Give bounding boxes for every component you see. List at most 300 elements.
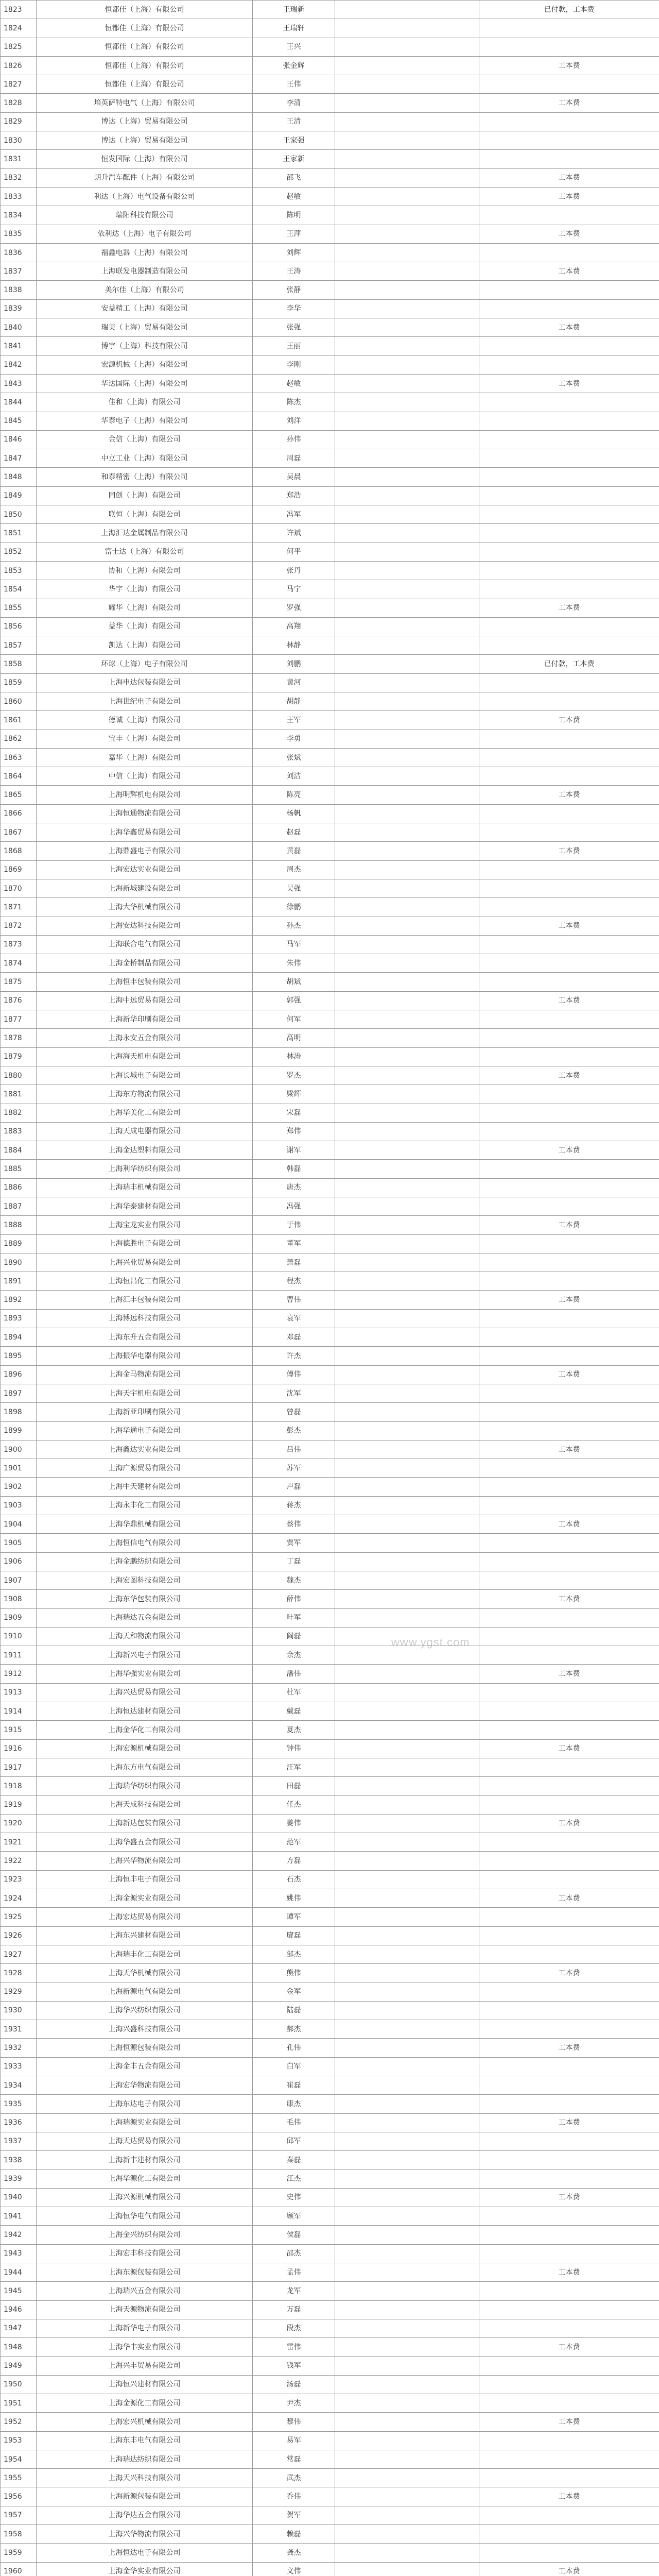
contact-name: 赵磊 — [253, 823, 335, 842]
company-name: 博达（上海）贸易有限公司 — [37, 112, 253, 131]
blank-cell — [335, 505, 479, 524]
blank-cell — [335, 2525, 479, 2544]
contact-name: 秦磊 — [253, 2151, 335, 2170]
remark-cell — [479, 1160, 659, 1178]
company-name: 协和（上海）有限公司 — [37, 561, 253, 580]
remark-cell — [479, 692, 659, 710]
remark-cell — [479, 468, 659, 486]
remark-cell — [479, 2431, 659, 2450]
remark-cell — [479, 860, 659, 879]
table-row — [1, 1066, 659, 1084]
contact-name: 戴磊 — [253, 1702, 335, 1721]
blank-cell — [335, 860, 479, 879]
remark-cell — [479, 2357, 659, 2375]
table-row — [1, 2413, 659, 2431]
table-row — [1, 75, 659, 94]
table-row — [1, 730, 659, 748]
table-row — [1, 2300, 659, 2319]
table-row — [1, 150, 659, 168]
contact-name: 谭军 — [253, 1908, 335, 1926]
table-row — [1, 748, 659, 767]
row-number: 1957 — [1, 2506, 37, 2524]
company-name: 恒都佳（上海）有限公司 — [37, 1, 253, 19]
company-name: 上海华鑫贸易有限公司 — [37, 823, 253, 842]
blank-cell — [335, 19, 479, 38]
table-row — [1, 2188, 659, 2207]
blank-cell — [335, 1814, 479, 1833]
contact-name: 孔伟 — [253, 2039, 335, 2057]
remark-cell — [479, 2226, 659, 2244]
remark-cell — [479, 2544, 659, 2562]
blank-cell — [335, 1852, 479, 1870]
blank-cell — [335, 1122, 479, 1141]
row-number: 1856 — [1, 617, 37, 636]
contact-name: 金军 — [253, 1982, 335, 2001]
table-row — [1, 1272, 659, 1291]
table-row — [1, 1908, 659, 1926]
company-name: 上海东华包装有限公司 — [37, 1590, 253, 1608]
blank-cell — [335, 2506, 479, 2524]
contact-name: 康杰 — [253, 2095, 335, 2113]
company-name: 上海宏华物流有限公司 — [37, 2076, 253, 2094]
company-name: 上海德胜电子有限公司 — [37, 1234, 253, 1253]
remark-cell: 工本费 — [479, 1515, 659, 1534]
blank-cell — [335, 1253, 479, 1272]
company-name: 上海金桥制品有限公司 — [37, 954, 253, 973]
table-row — [1, 2562, 659, 2576]
table-row — [1, 1029, 659, 1047]
company-name: 上海天和物流有限公司 — [37, 1627, 253, 1646]
contact-name: 罗杰 — [253, 1066, 335, 1084]
blank-cell — [335, 412, 479, 430]
blank-cell — [335, 804, 479, 823]
blank-cell — [335, 2450, 479, 2468]
row-number: 1949 — [1, 2357, 37, 2375]
company-name: 上海东升五金有限公司 — [37, 1328, 253, 1347]
remark-cell — [479, 1047, 659, 1066]
row-number: 1851 — [1, 524, 37, 543]
contact-name: 王家强 — [253, 131, 335, 150]
blank-cell — [335, 1982, 479, 2001]
table-row — [1, 318, 659, 337]
contact-name: 易军 — [253, 2431, 335, 2450]
company-name: 上海汇达金属制品有限公司 — [37, 524, 253, 543]
contact-name: 彭杰 — [253, 1421, 335, 1440]
table-row — [1, 2057, 659, 2076]
blank-cell — [335, 2001, 479, 2020]
company-name: 上海华强实业有限公司 — [37, 1665, 253, 1683]
table-row — [1, 2431, 659, 2450]
table-row — [1, 1160, 659, 1178]
contact-name: 刘辉 — [253, 243, 335, 262]
contact-name: 方磊 — [253, 1852, 335, 1870]
company-name: 上海大华机械有限公司 — [37, 898, 253, 917]
company-name: 上海华丰实业有限公司 — [37, 2338, 253, 2357]
contact-name: 林静 — [253, 636, 335, 655]
row-number: 1850 — [1, 505, 37, 524]
remark-cell — [479, 2151, 659, 2170]
row-number: 1929 — [1, 1982, 37, 2001]
table-row — [1, 2226, 659, 2244]
company-name: 福鑫电器（上海）有限公司 — [37, 243, 253, 262]
contact-name: 孟伟 — [253, 2263, 335, 2281]
contact-name: 崔磊 — [253, 2076, 335, 2094]
contact-name: 黄磊 — [253, 842, 335, 860]
company-name: 上海兴华物流有限公司 — [37, 2525, 253, 2544]
remark-cell: 工本费 — [479, 599, 659, 617]
company-name: 上海瑞达纺织有限公司 — [37, 2450, 253, 2468]
blank-cell — [335, 38, 479, 56]
remark-cell — [479, 1683, 659, 1702]
row-number: 1860 — [1, 692, 37, 710]
row-number: 1859 — [1, 673, 37, 692]
company-name: 上海宏达实业有限公司 — [37, 860, 253, 879]
blank-cell — [335, 1870, 479, 1889]
row-number: 1942 — [1, 2226, 37, 2244]
table-row — [1, 1010, 659, 1029]
remark-cell — [479, 2057, 659, 2076]
row-number: 1939 — [1, 2170, 37, 2188]
remark-cell — [479, 281, 659, 299]
contact-name: 邵杰 — [253, 2244, 335, 2263]
blank-cell — [335, 1085, 479, 1104]
table-row — [1, 206, 659, 225]
blank-cell — [335, 2263, 479, 2281]
table-row — [1, 1047, 659, 1066]
blank-cell — [335, 1440, 479, 1459]
row-number: 1878 — [1, 1029, 37, 1047]
row-number: 1954 — [1, 2450, 37, 2468]
table-row — [1, 898, 659, 917]
remark-cell — [479, 299, 659, 318]
contact-name: 赵敏 — [253, 374, 335, 393]
company-name: 上海东方物流有限公司 — [37, 1085, 253, 1104]
company-name: 宏源机械（上海）有限公司 — [37, 355, 253, 374]
table-row — [1, 2113, 659, 2132]
contact-name: 高翔 — [253, 617, 335, 636]
table-row — [1, 1384, 659, 1402]
contact-name: 张丹 — [253, 561, 335, 580]
company-name: 朗升汽车配件（上海）有限公司 — [37, 168, 253, 187]
company-name: 上海华源化工有限公司 — [37, 2170, 253, 2188]
table-row — [1, 449, 659, 468]
company-name: 利达（上海）电气设备有限公司 — [37, 187, 253, 206]
table-row — [1, 786, 659, 804]
contact-name: 王军 — [253, 711, 335, 730]
row-number: 1882 — [1, 1104, 37, 1122]
blank-cell — [335, 1403, 479, 1421]
blank-cell — [335, 1964, 479, 1982]
company-name: 恒都佳（上海）有限公司 — [37, 19, 253, 38]
remark-cell — [479, 1384, 659, 1402]
table-row — [1, 973, 659, 991]
blank-cell — [335, 1309, 479, 1328]
row-number: 1830 — [1, 131, 37, 150]
blank-cell — [335, 1384, 479, 1402]
contact-name: 侯磊 — [253, 2226, 335, 2244]
blank-cell — [335, 2226, 479, 2244]
contact-name: 马军 — [253, 935, 335, 954]
remark-cell — [479, 823, 659, 842]
blank-cell — [335, 299, 479, 318]
table-row — [1, 355, 659, 374]
row-number: 1825 — [1, 38, 37, 56]
contact-name: 胡斌 — [253, 973, 335, 991]
company-name: 上海天成电器有限公司 — [37, 1122, 253, 1141]
company-name: 上海宏图科技有限公司 — [37, 1571, 253, 1589]
remark-cell — [479, 2469, 659, 2487]
contact-name: 王兴 — [253, 38, 335, 56]
table-row — [1, 1852, 659, 1870]
company-name: 上海新达包装有限公司 — [37, 1814, 253, 1833]
remark-cell: 工本费 — [479, 917, 659, 935]
contact-name: 刘鹏 — [253, 655, 335, 673]
row-number: 1873 — [1, 935, 37, 954]
contact-name: 林涛 — [253, 1047, 335, 1066]
row-number: 1845 — [1, 412, 37, 430]
table-row — [1, 1440, 659, 1459]
row-number: 1925 — [1, 1908, 37, 1926]
row-number: 1840 — [1, 318, 37, 337]
remark-cell — [479, 1104, 659, 1122]
row-number: 1959 — [1, 2544, 37, 2562]
row-number: 1869 — [1, 860, 37, 879]
row-number: 1946 — [1, 2300, 37, 2319]
table-row — [1, 1478, 659, 1496]
company-name: 上海新城建设有限公司 — [37, 879, 253, 897]
blank-cell — [335, 56, 479, 75]
contact-name: 高明 — [253, 1029, 335, 1047]
row-number: 1852 — [1, 543, 37, 561]
blank-cell — [335, 2562, 479, 2576]
row-number: 1866 — [1, 804, 37, 823]
contact-name: 朱伟 — [253, 954, 335, 973]
remark-cell: 工本费 — [479, 168, 659, 187]
contact-name: 段杰 — [253, 2319, 335, 2337]
contact-name: 任杰 — [253, 1795, 335, 1814]
company-name: 上海兴华物流有限公司 — [37, 1852, 253, 1870]
contact-name: 田磊 — [253, 1777, 335, 1795]
blank-cell — [335, 842, 479, 860]
row-number: 1936 — [1, 2113, 37, 2132]
table-row — [1, 991, 659, 1010]
row-number: 1877 — [1, 1010, 37, 1029]
table-row — [1, 580, 659, 599]
contact-name: 姚伟 — [253, 1889, 335, 1907]
remark-cell — [479, 1459, 659, 1478]
table-row — [1, 56, 659, 75]
row-number: 1839 — [1, 299, 37, 318]
row-number: 1861 — [1, 711, 37, 730]
remark-cell — [479, 150, 659, 168]
contact-name: 王伟 — [253, 75, 335, 94]
table-row — [1, 1291, 659, 1309]
table-row — [1, 2076, 659, 2094]
blank-cell — [335, 206, 479, 225]
table-row — [1, 1309, 659, 1328]
contact-name: 龙军 — [253, 2282, 335, 2300]
table-row — [1, 879, 659, 897]
row-number: 1938 — [1, 2151, 37, 2170]
contact-name: 王萍 — [253, 225, 335, 243]
contact-name: 黄河 — [253, 673, 335, 692]
company-name: 上海宏丰科技有限公司 — [37, 2244, 253, 2263]
remark-cell — [479, 1552, 659, 1571]
company-name: 安益精工（上海）有限公司 — [37, 299, 253, 318]
row-number: 1923 — [1, 1870, 37, 1889]
remark-cell: 工本费 — [479, 2487, 659, 2506]
blank-cell — [335, 1795, 479, 1814]
contact-name: 钱军 — [253, 2357, 335, 2375]
row-number: 1893 — [1, 1309, 37, 1328]
blank-cell — [335, 150, 479, 168]
row-number: 1950 — [1, 2375, 37, 2394]
row-number: 1930 — [1, 2001, 37, 2020]
row-number: 1834 — [1, 206, 37, 225]
row-number: 1846 — [1, 430, 37, 449]
blank-cell — [335, 112, 479, 131]
row-number: 1933 — [1, 2057, 37, 2076]
remark-cell — [479, 1478, 659, 1496]
blank-cell — [335, 1066, 479, 1084]
company-name: 上海海天机电有限公司 — [37, 1047, 253, 1066]
company-name: 上海中天建材有限公司 — [37, 1478, 253, 1496]
row-number: 1926 — [1, 1926, 37, 1945]
row-number: 1828 — [1, 94, 37, 112]
company-name: 上海兴丰贸易有限公司 — [37, 2357, 253, 2375]
row-number: 1906 — [1, 1552, 37, 1571]
row-number: 1890 — [1, 1253, 37, 1272]
remark-cell — [479, 486, 659, 505]
contact-name: 姜伟 — [253, 1814, 335, 1833]
company-name: 上海鼎盛电子有限公司 — [37, 842, 253, 860]
remark-cell — [479, 2244, 659, 2263]
contact-name: 乔伟 — [253, 2487, 335, 2506]
contact-name: 郝杰 — [253, 2020, 335, 2039]
company-name: 上海长城电子有限公司 — [37, 1066, 253, 1084]
row-number: 1908 — [1, 1590, 37, 1608]
table-row — [1, 1926, 659, 1945]
table-row — [1, 1421, 659, 1440]
company-name: 上海金达塑料有限公司 — [37, 1141, 253, 1160]
row-number: 1948 — [1, 2338, 37, 2357]
table-row — [1, 2170, 659, 2188]
table-row — [1, 1141, 659, 1160]
remark-cell: 工本费 — [479, 1141, 659, 1160]
row-number: 1865 — [1, 786, 37, 804]
table-row — [1, 804, 659, 823]
remark-cell — [479, 75, 659, 94]
company-name: 上海恒丰电子有限公司 — [37, 1870, 253, 1889]
company-name: 上海恒兴建材有限公司 — [37, 2375, 253, 2394]
company-name: 瑞阳科技有限公司 — [37, 206, 253, 225]
blank-cell — [335, 1216, 479, 1234]
remark-cell: 工本费 — [479, 1440, 659, 1459]
remark-cell: 工本费 — [479, 2039, 659, 2057]
table-row — [1, 1085, 659, 1104]
company-name: 中立工业（上海）有限公司 — [37, 449, 253, 468]
contact-name: 马宁 — [253, 580, 335, 599]
remark-cell — [479, 1421, 659, 1440]
remark-cell: 工本费 — [479, 187, 659, 206]
company-name: 上海瑞达五金有限公司 — [37, 1608, 253, 1627]
remark-cell — [479, 2394, 659, 2413]
company-name: 上海天宇机电有限公司 — [37, 1384, 253, 1402]
remark-cell — [479, 1253, 659, 1272]
table-row — [1, 1646, 659, 1665]
table-row — [1, 1795, 659, 1814]
remark-cell: 工本费 — [479, 1365, 659, 1384]
blank-cell — [335, 561, 479, 580]
company-name: 上海金源化工有限公司 — [37, 2394, 253, 2413]
row-number: 1824 — [1, 19, 37, 38]
blank-cell — [335, 580, 479, 599]
table-row — [1, 225, 659, 243]
row-number: 1924 — [1, 1889, 37, 1907]
blank-cell — [335, 730, 479, 748]
table-row — [1, 935, 659, 954]
row-number: 1943 — [1, 2244, 37, 2263]
company-name: 上海金马物流有限公司 — [37, 1365, 253, 1384]
remark-cell — [479, 1571, 659, 1589]
row-number: 1841 — [1, 337, 37, 355]
contact-name: 常磊 — [253, 2450, 335, 2468]
row-number: 1921 — [1, 1833, 37, 1852]
table-row — [1, 617, 659, 636]
row-number: 1853 — [1, 561, 37, 580]
company-name: 凯达（上海）有限公司 — [37, 636, 253, 655]
contact-name: 许斌 — [253, 524, 335, 543]
contact-name: 汪军 — [253, 1758, 335, 1776]
row-number: 1836 — [1, 243, 37, 262]
table-row — [1, 1870, 659, 1889]
remark-cell — [479, 2095, 659, 2113]
blank-cell — [335, 767, 479, 786]
contact-name: 钟伟 — [253, 1739, 335, 1758]
blank-cell — [335, 655, 479, 673]
remark-cell — [479, 673, 659, 692]
row-number: 1881 — [1, 1085, 37, 1104]
blank-cell — [335, 1197, 479, 1216]
contact-name: 罗强 — [253, 599, 335, 617]
company-name: 恒都佳（上海）有限公司 — [37, 38, 253, 56]
contact-name: 刘洋 — [253, 412, 335, 430]
blank-cell — [335, 2544, 479, 2562]
company-name: 上海东兴建材有限公司 — [37, 1926, 253, 1945]
row-number: 1922 — [1, 1852, 37, 1870]
table-row — [1, 1571, 659, 1589]
contact-name: 武杰 — [253, 2469, 335, 2487]
row-number: 1944 — [1, 2263, 37, 2281]
blank-cell — [335, 281, 479, 299]
blank-cell — [335, 1459, 479, 1478]
remark-cell: 工本费 — [479, 991, 659, 1010]
remark-cell: 工本费 — [479, 1739, 659, 1758]
blank-cell — [335, 2039, 479, 2057]
row-number: 1901 — [1, 1459, 37, 1478]
row-number: 1911 — [1, 1646, 37, 1665]
blank-cell — [335, 1889, 479, 1907]
blank-cell — [335, 2113, 479, 2132]
row-number: 1928 — [1, 1964, 37, 1982]
company-name: 上海华通电子有限公司 — [37, 1421, 253, 1440]
table-row — [1, 917, 659, 935]
company-name: 上海宏源机械有限公司 — [37, 1739, 253, 1758]
table-row — [1, 1365, 659, 1384]
contact-name: 韩磊 — [253, 1160, 335, 1178]
company-name: 上海金华化工有限公司 — [37, 1721, 253, 1739]
remark-cell — [479, 2375, 659, 2394]
